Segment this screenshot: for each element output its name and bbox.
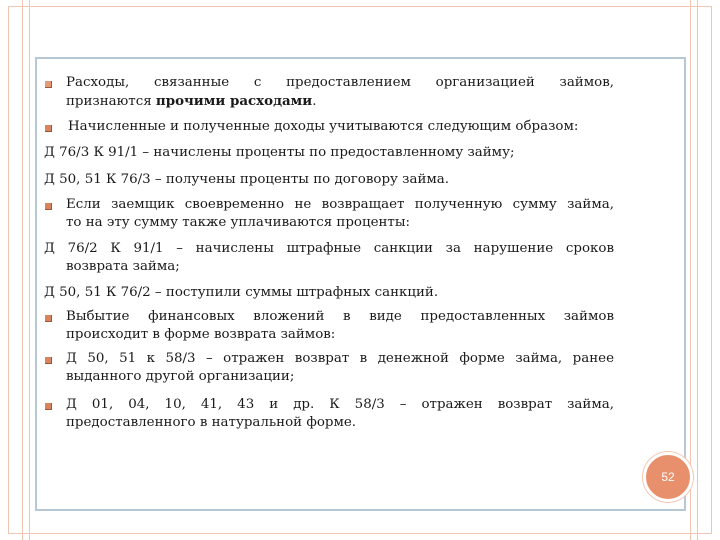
emphasis-text: прочими расходами [155, 93, 313, 109]
text-line: предоставленного в натуральной форме. [66, 415, 357, 430]
text-line: возврата займа; [66, 259, 180, 274]
bullet-icon [45, 203, 52, 210]
text-line: признаются прочими расходами. [66, 93, 317, 109]
left-rule-1 [22, 0, 23, 540]
right-rule-2 [697, 0, 698, 540]
right-rule-1 [690, 0, 691, 540]
bullet-icon [45, 81, 52, 88]
text-line: происходит в форме возврата займов: [66, 327, 336, 342]
text-line: Д 01, 04, 10, 41, 43 и др. К 58/3 – отражен возврат займа, [66, 397, 614, 412]
left-rule-2 [29, 0, 30, 540]
bullet-icon [45, 125, 52, 132]
text-line: Если заемщик своевременно не возвращает полученную сумму займа, [66, 197, 614, 212]
text-line: Расходы, связанные с предоставлением организацией займов, [66, 75, 614, 90]
text-line: Начисленные и полученные доходы учитываются следующим образом: [68, 119, 579, 134]
text-line: Д 76/3 К 91/1 – начислены проценты по предоставленному займу; [44, 145, 515, 160]
text-line: выданного другой организации; [66, 369, 295, 384]
bullet-icon [45, 357, 52, 364]
text-line: Д 50, 51 К 76/2 – поступили суммы штрафных санкций. [44, 285, 439, 300]
text-line: Выбытие финансовых вложений в виде предоставленных займов [66, 309, 614, 324]
text-line: Д 76/2 К 91/1 – начислены штрафные санкции за нарушение сроков [44, 241, 614, 256]
bullet-icon [45, 403, 52, 410]
text-line: Д 50, 51 к 58/3 – отражен возврат в денежной форме займа, ранее [66, 351, 614, 366]
bullet-icon [45, 315, 52, 322]
text-line: Д 50, 51 К 76/3 – получены проценты по договору займа. [44, 172, 450, 187]
page-number-badge: 52 [643, 452, 693, 502]
text-line: то на эту сумму также уплачиваются проценты: [66, 215, 410, 230]
